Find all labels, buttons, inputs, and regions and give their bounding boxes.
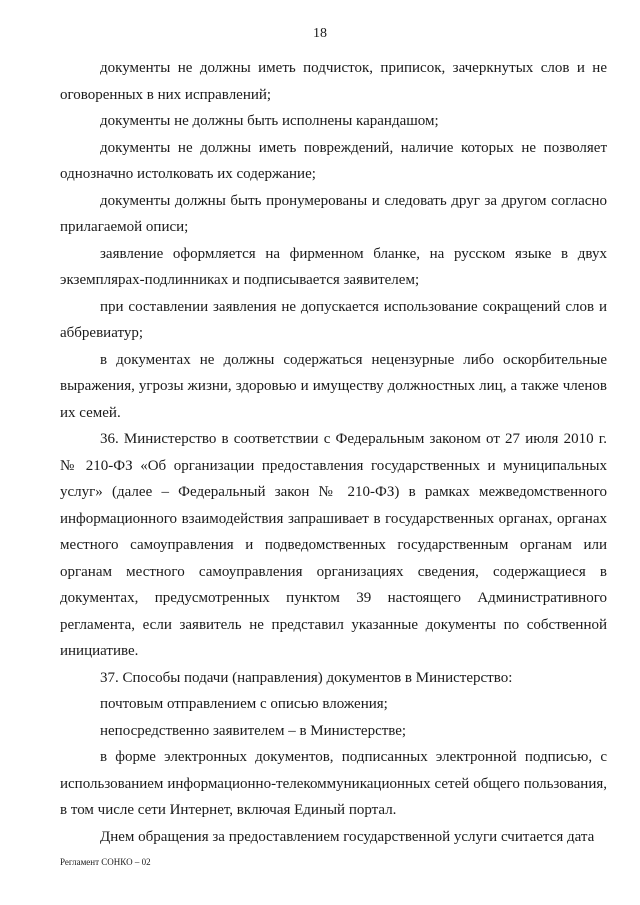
paragraph: заявление оформляется на фирменном бланке, на русском языке в двух экземплярах-подлинниках и подписывается заявителем; (60, 245, 607, 288)
paragraph: документы не должны иметь подчисток, приписок, зачеркнутых слов и не оговоренных в них исправлений; (60, 60, 607, 103)
document-body (60, 55, 607, 850)
paragraph: документы не должны быть исполнены карандашом; (100, 113, 439, 129)
paragraph: непосредственно заявителем – в Министерстве; (100, 722, 407, 739)
paragraph: почтовым отправлением с описью вложения; (100, 696, 388, 712)
page-number: 18 (313, 26, 327, 41)
paragraph-section-36: 36. Министерство в соответствии с Федеральным законом от 27 июля 2010 г. № 210-ФЗ «Об организации предоставления государственных и муниципальных услуг» (далее – Федеральный закон № 210-ФЗ) в рамках межведомственного информационного взаимодействия запрашивает в государственных органах, органах местного самоуправления и подведомственных государственным органам или органам местного самоуправления организациях сведения, содержащиеся в документах, предусмотренных пунктом 39 настоящего Административного регламента, если заявитель не представил указанные документы по собственной инициативе. (60, 431, 607, 659)
paragraph: в форме электронных документов, подписанных электронной подписью, с использованием информационно-телекоммуникационных сетей общего пользования, в том числе сети Интернет, включая Единый портал. (60, 749, 607, 818)
paragraph-section-37: 37. Способы подачи (направления) документов в Министерство: (100, 669, 513, 686)
footer-regulation-label: Регламент СОНКО – 02 (60, 857, 151, 867)
paragraph: в документах не должны содержаться нецензурные либо оскорбительные выражения, угрозы жизни, здоровью и имуществу должностных лиц, а также членов их семей. (60, 351, 607, 421)
paragraph: документы должны быть пронумерованы и следовать друг за другом согласно прилагаемой описи; (60, 192, 607, 235)
paragraph: документы не должны иметь повреждений, наличие которых не позволяет однозначно истолковать их содержание; (60, 139, 607, 182)
paragraph: при составлении заявления не допускается использование сокращений слов и аббревиатур; (60, 298, 607, 341)
paragraph: Днем обращения за предоставлением государственной услуги считается дата (100, 828, 595, 845)
